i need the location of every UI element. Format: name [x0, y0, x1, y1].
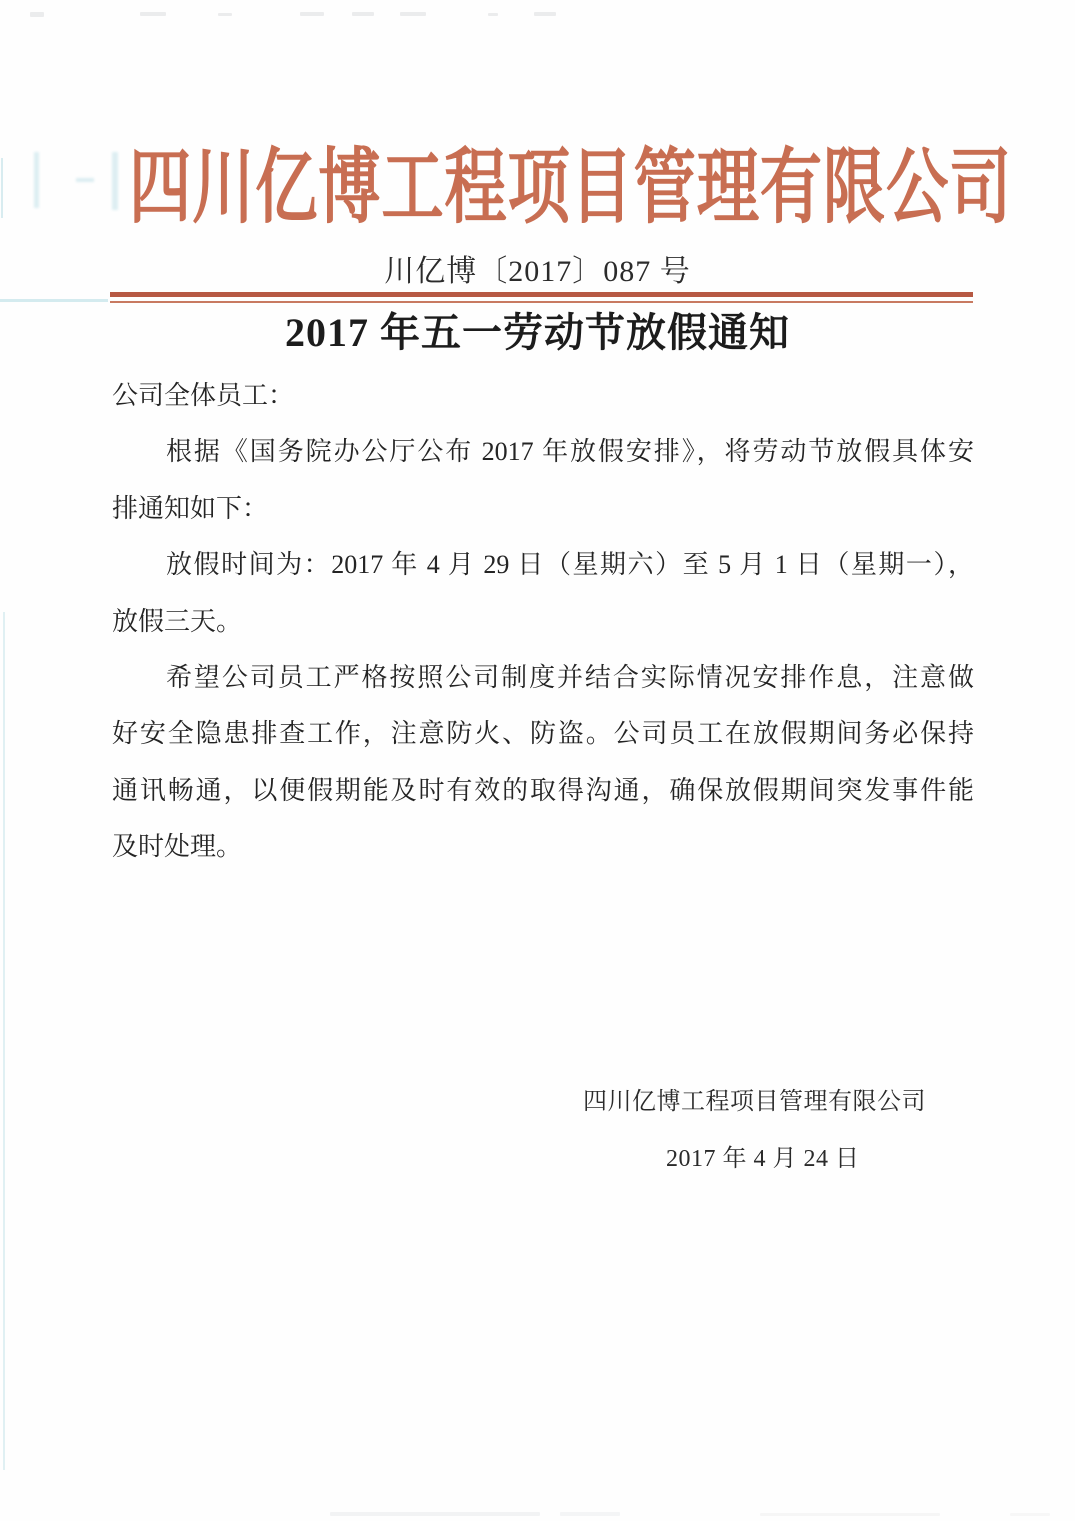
scan-bleedthrough-artifact: [12, 150, 142, 216]
scan-speck: [560, 1512, 620, 1516]
signature-company: 四川亿博工程项目管理有限公司: [583, 1089, 926, 1115]
scan-line-artifact: [3, 612, 5, 1470]
body-line: 通讯畅通，以便假期能及时有效的取得沟通，确保放假期间突发事件能: [112, 775, 974, 805]
scan-streak-artifact: [0, 299, 108, 302]
scan-speck: [760, 1513, 940, 1516]
scan-speck: [400, 12, 426, 16]
body-line: 放假三天。: [112, 606, 243, 636]
scan-line-artifact: [1, 158, 3, 218]
body-line: 放假时间为：2017 年 4 月 29 日（星期六）至 5 月 1 日（星期一），: [166, 550, 974, 580]
letterhead-company-name: 四川亿博工程项目管理有限公司: [129, 142, 1013, 233]
body-line: 及时处理。: [112, 832, 243, 862]
scan-speck: [352, 12, 374, 16]
body-line: 希望公司员工严格按照公司制度并结合实际情况安排作息，注意做: [166, 663, 974, 693]
scan-speck: [30, 12, 44, 17]
salutation: 公司全体员工：: [112, 381, 295, 410]
scan-speck: [218, 13, 232, 16]
scan-speck: [300, 12, 324, 16]
notice-title: 2017 年五一劳动节放假通知: [285, 310, 790, 355]
divider-thin-line: [110, 301, 973, 303]
scan-speck: [1010, 1513, 1050, 1516]
body-line: 排通知如下：: [112, 493, 269, 523]
signature-date: 2017 年 4 月 24 日: [666, 1146, 860, 1172]
scan-speck: [488, 13, 498, 16]
body-line: 好安全隐患排查工作，注意防火、防盗。公司员工在放假期间务必保持: [112, 719, 974, 749]
document-number: 川亿博〔2017〕087 号: [384, 255, 691, 288]
scan-speck: [330, 1512, 540, 1516]
scan-speck: [140, 12, 166, 16]
divider-thick-line: [110, 292, 973, 297]
body-text: [112, 368, 974, 876]
scan-speck: [534, 12, 556, 16]
body-line: 根据《国务院办公厅公布 2017 年放假安排》，将劳动节放假具体安: [166, 437, 974, 467]
letterhead-divider-rule: [110, 292, 973, 303]
